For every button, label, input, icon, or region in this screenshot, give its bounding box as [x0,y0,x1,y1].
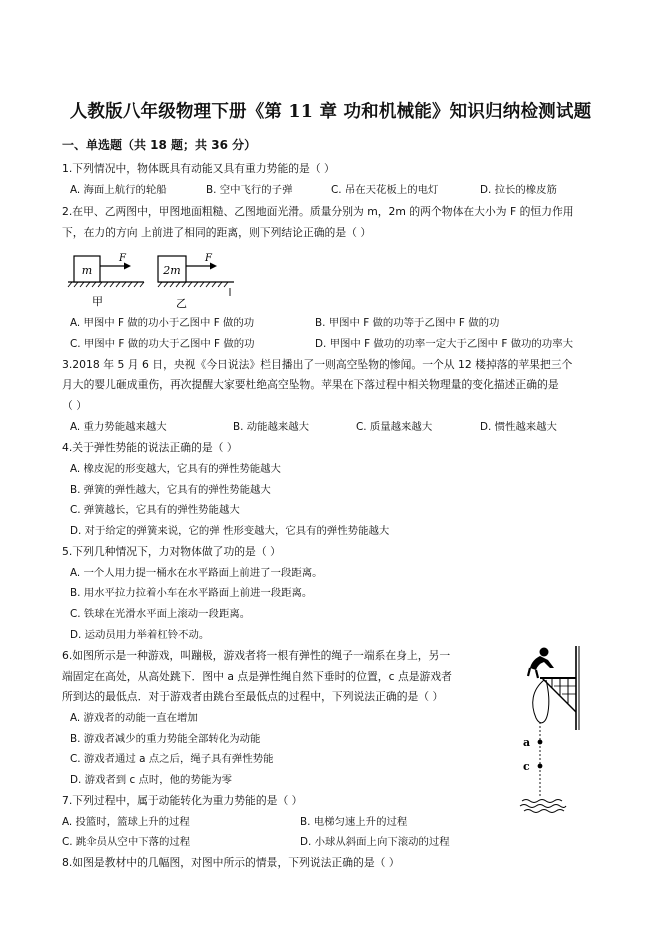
q2-option-a: A. 甲图中 F 做的功小于乙图中 F 做的功 [70,317,255,329]
point-a [538,740,543,745]
question-3-stem-line-2: 月大的婴儿砸成重伤，再次提醒大家要杜绝高空坠物。苹果在下落过程中相关物理量的变化描述正确的是 [62,378,559,391]
q4-option-b: B. 弹簧的弹性越大，它具有的弹性势能越大 [70,484,271,496]
figure-label-yi: 乙 [176,297,187,310]
q6-option-b: B. 游戏者减少的重力势能全部转化为动能 [70,733,261,745]
question-8-stem: 8.如图是教材中的几幅图，对图中所示的情景，下列说法正确的是（ ） [62,856,400,869]
page-title: 人教版八年级物理下册《第 11 章 功和机械能》知识归纳检测试题 [69,102,592,122]
jumper-body [530,656,554,670]
force-label-2: F [205,253,212,264]
q6-option-d: D. 游戏者到 c 点时，他的势能为零 [70,774,233,786]
q1-option-a: A. 海面上航行的轮船 [70,184,167,196]
force-blocks-figure [64,250,244,312]
question-1-stem: 1.下列情况中，物体既具有动能又具有重力势能的是（ ） [62,162,335,175]
water-line-1 [522,800,562,803]
block-m-label: m [81,264,93,277]
q1-option-c: C. 吊在天花板上的电灯 [331,184,439,196]
q3-option-a: A. 重力势能越来越大 [70,421,167,433]
block-2m-label: 2m [163,264,181,277]
q3-option-c: C. 质量越来越大 [356,421,433,433]
q1-option-d: D. 拉长的橡皮筋 [480,184,557,196]
q5-option-c: C. 铁球在光滑水平面上滚动一段距离。 [70,608,251,620]
q5-option-a: A. 一个人用力提一桶水在水平路面上前进了一段距离。 [70,567,323,579]
q7-option-c: C. 跳伞员从空中下落的过程 [62,836,191,848]
section-heading: 一、单选题（共 18 题；共 36 分） [62,138,257,152]
question-2-stem-line-1: 2.在甲、乙两图中，甲图地面粗糙、乙图地面光滑。质量分别为 m，2m 的两个物体在大小为 F 的恒力作用 [62,205,574,218]
q2-option-c: C. 甲图中 F 做的功大于乙图中 F 做的功 [70,338,255,350]
question-4-stem: 4.关于弹性势能的说法正确的是（ ） [62,441,238,454]
jumper-head [540,648,549,657]
question-3-stem-line-1: 3.2018 年 5 月 6 日，央视《今日说法》栏目播出了一则高空坠物的惨闻。一个从 12 楼掉落的苹果把三个 [62,358,573,371]
question-6-stem-line-2: 端固定在高处，从高处跳下．图中 a 点是弹性绳自然下垂时的位置，c 点是游戏者 [62,670,452,683]
q5-option-d: D. 运动员用力举着杠铃不动。 [70,629,210,641]
question-3-stem-line-3: （ ） [62,399,88,412]
question-7-stem: 7.下列过程中，属于动能转化为重力势能的是（ ） [62,794,303,807]
question-2-stem-line-2: 下，在力的方向 上前进了相同的距离，则下列结论正确的是（ ） [62,226,372,239]
point-c-label: c [523,760,530,773]
water-line-3 [524,810,564,813]
q7-option-b: B. 电梯匀速上升的过程 [300,816,408,828]
question-6-stem-line-3: 所到达的最低点．对于游戏者由跳台至最低点的过程中，下列说法正确的是（ ） [62,690,444,703]
q4-option-d: D. 对于给定的弹簧来说，它的弹 性形变越大，它具有的弹性势能越大 [70,525,390,537]
point-c [538,764,543,769]
q1-option-b: B. 空中飞行的子弹 [206,184,293,196]
water-line-2 [520,805,566,808]
force-label-1: F [119,253,126,264]
bungee-jumping-figure [492,638,588,814]
question-6-stem-line-1: 6.如图所示是一种游戏，叫蹦极，游戏者将一根有弹性的绳子一端系在身上，另一 [62,649,451,662]
question-5-stem: 5.下列几种情况下，力对物体做了功的是（ ） [62,545,281,558]
q6-option-a: A. 游戏者的动能一直在增加 [70,712,198,724]
q2-option-d: D. 甲图中 F 做功的功率一定大于乙图中 F 做功的功率大 [315,338,573,350]
q3-option-b: B. 动能越来越大 [233,421,310,433]
q7-option-a: A. 投篮时，篮球上升的过程 [62,816,190,828]
elastic-rope [533,680,549,723]
q4-option-c: C. 弹簧越长，它具有的弹性势能越大 [70,504,240,516]
q5-option-b: B. 用水平拉力拉着小车在水平路面上前进一段距离。 [70,587,313,599]
figure-label-jia: 甲 [92,295,103,308]
q2-option-b: B. 甲图中 F 做的功等于乙图中 F 做的功 [315,317,500,329]
q4-option-a: A. 橡皮泥的形变越大，它具有的弹性势能越大 [70,463,281,475]
q7-option-d: D. 小球从斜面上向下滚动的过程 [300,836,450,848]
q3-option-d: D. 惯性越来越大 [480,421,557,433]
q6-option-c: C. 游戏者通过 a 点之后，绳子具有弹性势能 [70,753,274,765]
point-a-label: a [523,736,531,749]
